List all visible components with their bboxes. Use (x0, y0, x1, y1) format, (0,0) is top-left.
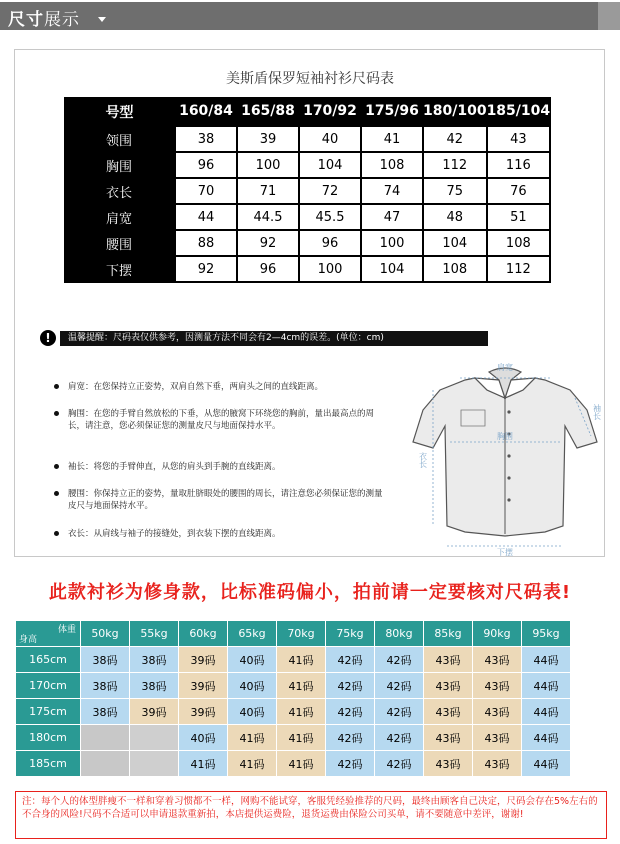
size-recommend-cell: 42码 (375, 751, 424, 777)
size-recommend-cell: 40码 (228, 647, 277, 673)
size-cell: 92 (175, 256, 237, 282)
size-cell: 74 (361, 178, 423, 204)
size-cell: 72 (299, 178, 361, 204)
size-cell: 43 (487, 126, 551, 152)
size-cell: 96 (237, 256, 299, 282)
height-header: 175cm (16, 699, 81, 725)
size-row-label: 腰围 (105, 237, 132, 253)
size-recommend-cell: 43码 (473, 673, 522, 699)
size-recommend-cell: 41码 (277, 647, 326, 673)
note-box: 注：每个人的体型胖瘦不一样和穿着习惯都不一样，网购不能试穿，客服凭经验推荐的尺码，最终由顾客自己决定，尺码会存在5%左右的不合身的风险!尺码不合适可以申请退款重新拍，本店提供运费险，退货运费由保险公司买单，请不要随意中差评，谢谢! (15, 791, 607, 839)
size-cell: 104 (423, 230, 487, 256)
shirt-diagram (405, 350, 605, 560)
size-recommend-cell: 41码 (277, 751, 326, 777)
label-sleeve: 袖长 (592, 404, 602, 420)
size-cell: 71 (237, 178, 299, 204)
size-recommend-cell: 44码 (522, 647, 571, 673)
size-cell: 44 (175, 204, 237, 230)
size-row-label: 下摆 (105, 263, 132, 279)
tip-text: 温馨提醒：尺码表仅供参考，因测量方法不同会有2—4cm的误差。(单位：cm) (60, 331, 488, 346)
size-recommend-cell: 42码 (326, 673, 375, 699)
size-recommend-cell: 41码 (228, 751, 277, 777)
size-cell: 40 (299, 126, 361, 152)
size-recommend-cell: 41码 (277, 725, 326, 751)
size-recommend-cell: 38码 (81, 673, 130, 699)
weight-header: 60kg (179, 621, 228, 647)
size-recommend-cell: 41码 (179, 751, 228, 777)
size-recommend-cell: 43码 (473, 751, 522, 777)
caret-down-icon (98, 17, 106, 22)
size-recommend-cell: 42码 (326, 647, 375, 673)
height-header: 185cm (16, 751, 81, 777)
bullet-icon (54, 411, 59, 416)
weight-header: 95kg (522, 621, 571, 647)
weight-header: 50kg (81, 621, 130, 647)
measure-waist: 腰围：你保持立正的姿势，量取肚脐眼处的腰围的周长，请注意您必须保证您的测量皮尺与地面保持水平。 (54, 488, 384, 512)
size-cell: 44.5 (237, 204, 299, 230)
size-recommend-cell: 44码 (522, 725, 571, 751)
size-recommend-cell: 43码 (424, 725, 473, 751)
size-cell: 104 (299, 152, 361, 178)
size-recommend-cell: 38码 (81, 647, 130, 673)
size-cell: 104 (361, 256, 423, 282)
size-recommend-cell: 41码 (277, 699, 326, 725)
size-recommend-cell: 43码 (424, 699, 473, 725)
bullet-icon (54, 384, 59, 389)
size-recommend-cell: 42码 (375, 699, 424, 725)
size-header-label: 号型 (105, 104, 134, 121)
size-recommend-cell: 42码 (326, 751, 375, 777)
size-cell: 100 (237, 152, 299, 178)
measure-length: 衣长：从肩线与袖子的接缝处，到衣装下摆的直线距离。 (54, 528, 384, 540)
size-recommend-cell: 41码 (228, 725, 277, 751)
size-recommend-cell: 38码 (130, 673, 179, 699)
size-recommend-cell: 41码 (277, 673, 326, 699)
size-recommend-cell: 39码 (179, 673, 228, 699)
size-cell: 96 (175, 152, 237, 178)
size-recommend-cell: 44码 (522, 699, 571, 725)
size-recommend-cell: 40码 (179, 725, 228, 751)
size-table-title: 美斯盾保罗短袖衬衫尺码表 (226, 71, 394, 87)
weight-header: 75kg (326, 621, 375, 647)
size-header: 180/100 (423, 103, 487, 119)
size-recommend-cell: 39码 (130, 699, 179, 725)
label-chest: 胸围 (497, 432, 513, 441)
weight-header: 55kg (130, 621, 179, 647)
table-corner: 体重 身高 (16, 621, 81, 647)
size-row-label: 肩宽 (105, 211, 132, 227)
measure-shoulder: 肩宽：在您保持立正姿势，双肩自然下垂，两肩头之间的直线距离。 (54, 381, 384, 393)
size-recommend-cell (81, 725, 130, 751)
label-shoulder: 肩宽 (497, 363, 513, 372)
size-recommend-cell: 43码 (473, 725, 522, 751)
size-cell: 45.5 (299, 204, 361, 230)
size-row-label: 胸围 (105, 159, 132, 175)
size-recommend-cell: 40码 (228, 699, 277, 725)
size-recommend-cell: 42码 (375, 673, 424, 699)
size-cell: 41 (361, 126, 423, 152)
label-length: 衣长 (418, 452, 428, 468)
section-header (0, 0, 620, 32)
size-cell: 48 (423, 204, 487, 230)
label-hem: 下摆 (497, 548, 513, 557)
size-recommend-cell: 40码 (228, 673, 277, 699)
bullet-icon (54, 464, 59, 469)
size-recommend-cell: 44码 (522, 751, 571, 777)
size-cell: 88 (175, 230, 237, 256)
size-recommend-cell: 38码 (130, 647, 179, 673)
header-bar (0, 2, 598, 30)
size-cell: 112 (487, 256, 551, 282)
bullet-icon (54, 531, 59, 536)
size-recommend-cell: 39码 (179, 699, 228, 725)
weight-header: 85kg (424, 621, 473, 647)
reference-table (15, 620, 571, 777)
size-recommend-cell: 43码 (424, 647, 473, 673)
size-cell: 38 (175, 126, 237, 152)
size-header: 165/88 (241, 103, 295, 119)
slogan: 此款衬衫为修身款，比标准码偏小，拍前请一定要核对尺码表! (48, 582, 572, 603)
size-cell: 51 (487, 204, 551, 230)
size-cell: 96 (299, 230, 361, 256)
size-recommend-cell: 42码 (326, 699, 375, 725)
size-cell: 47 (361, 204, 423, 230)
size-recommend-cell (81, 751, 130, 777)
size-recommend-cell: 42码 (375, 725, 424, 751)
size-recommend-cell (130, 725, 179, 751)
size-header: 175/96 (365, 103, 419, 119)
size-cell: 108 (487, 230, 551, 256)
header-bar-end (598, 2, 620, 30)
size-recommend-cell: 39码 (179, 647, 228, 673)
size-header: 170/92 (303, 103, 357, 119)
weight-header: 65kg (228, 621, 277, 647)
weight-header: 90kg (473, 621, 522, 647)
size-cell: 92 (237, 230, 299, 256)
size-recommend-cell: 42码 (375, 647, 424, 673)
size-recommend-cell (130, 751, 179, 777)
size-cell: 112 (423, 152, 487, 178)
height-header: 165cm (16, 647, 81, 673)
header-title: 尺寸展示 (8, 10, 80, 30)
measure-sleeve: 袖长：将您的手臂伸直，从您的肩头到手腕的直线距离。 (54, 461, 384, 473)
size-cell: 116 (487, 152, 551, 178)
size-header: 185/104 (486, 103, 551, 119)
bullet-icon (54, 491, 59, 496)
size-recommend-cell: 38码 (81, 699, 130, 725)
size-cell: 76 (487, 178, 551, 204)
size-cell: 100 (299, 256, 361, 282)
size-recommend-cell: 43码 (424, 673, 473, 699)
tip-banner (40, 331, 488, 347)
height-header: 180cm (16, 725, 81, 751)
size-cell: 70 (175, 178, 237, 204)
size-cell: 108 (423, 256, 487, 282)
size-cell: 75 (423, 178, 487, 204)
size-header: 160/84 (179, 103, 233, 119)
size-row-label: 衣长 (105, 185, 132, 201)
weight-header: 70kg (277, 621, 326, 647)
size-cell: 39 (237, 126, 299, 152)
size-cell: 100 (361, 230, 423, 256)
size-row-label: 领围 (105, 133, 132, 149)
weight-header: 80kg (375, 621, 424, 647)
measure-chest: 胸围：在您的手臂自然放松的下垂，从您的腋窝下环绕您的胸前，量出最高点的周长，请注意，您必须保证您的测量皮尺与地面保持水平。 (54, 408, 384, 432)
size-recommend-cell: 42码 (326, 725, 375, 751)
height-header: 170cm (16, 673, 81, 699)
warning-icon: ! (40, 330, 56, 346)
size-recommend-cell: 43码 (473, 647, 522, 673)
size-recommend-cell: 43码 (424, 751, 473, 777)
size-recommend-cell: 44码 (522, 673, 571, 699)
size-table (64, 97, 551, 283)
size-recommend-cell: 43码 (473, 699, 522, 725)
size-cell: 108 (361, 152, 423, 178)
size-cell: 42 (423, 126, 487, 152)
